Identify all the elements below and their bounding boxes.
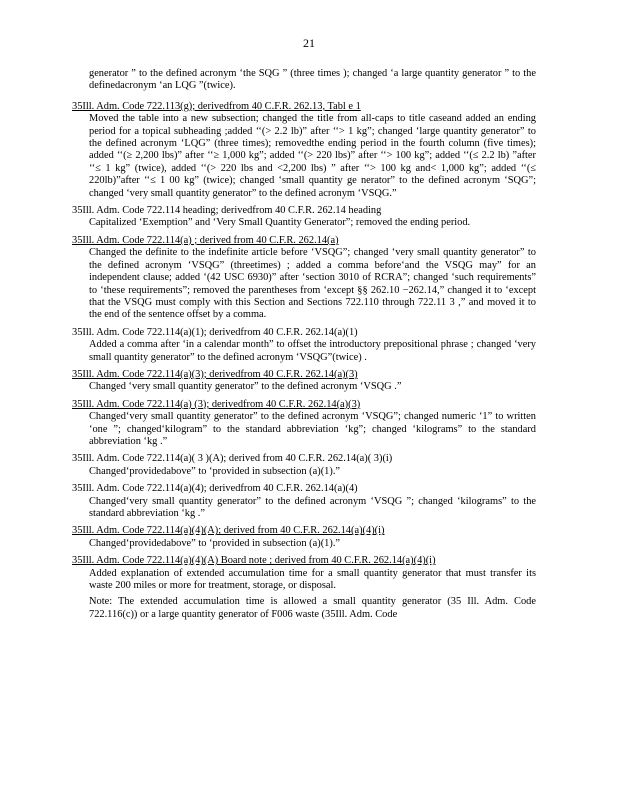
code-entry-8 <box>72 483 536 520</box>
entry-heading: 35Ill. Adm. Code 722.114(a)(1); derivedfrom 40 C.F.R. 262.14(a)(1) <box>72 326 358 338</box>
page-number: 21 <box>303 36 315 50</box>
entry-heading: 35Ill. Adm. Code 722.113(g); derivedfrom 40 C.F.R. 262.13, Tabl e 1 <box>72 100 361 112</box>
code-entry-2 <box>72 205 536 230</box>
entry-body: Changed ‘very small quantity generator” to the defined acronym ‘VSQG .” <box>89 381 402 393</box>
entry-heading: 35Ill. Adm. Code 722.114(a)(4)(A); derived from 40 C.F.R. 262.14(a)(4)(i) <box>72 525 385 537</box>
entry-heading: 35Ill. Adm. Code 722.114(a) ; derived from 40 C.F.R. 262.14(a) <box>72 234 339 246</box>
entry-heading: 35Ill. Adm. Code 722.114(a)( 3 )(A); derived from 40 C.F.R. 262.14(a)( 3)(i) <box>72 453 393 465</box>
code-entry-9 <box>72 525 536 550</box>
board-note: Note: The extended accumulation time is allowed a small quantity generator (35 Ill. Adm. Code 722.116(c)) or a large quantity generator of F006 waste (35Ill. Adm. Code <box>89 596 536 620</box>
continuation-text: generator ” to the defined acronym ‘the SQG ” (three times ); changed ‘a large quantity generator ” to the definedacronym ‘an LQG ”(twice). <box>89 68 536 92</box>
entry-heading: 35Ill. Adm. Code 722.114(a) (3); derivedfrom 40 C.F.R. 262.14(a)(3) <box>72 398 361 410</box>
entry-body: Added explanation of extended accumulation time for a small quantity generator that must transfer its waste 200 miles or more for treatment, storage, or disposal. <box>89 567 536 592</box>
entry-heading: 35Ill. Adm. Code 722.114(a)(3); derivedfrom 40 C.F.R. 262.14(a)(3) <box>72 368 358 380</box>
continuation-entry <box>72 68 536 93</box>
entry-heading: 35Ill. Adm. Code 722.114(a)(4); derivedfrom 40 C.F.R. 262.14(a)(4) <box>72 483 358 495</box>
entry-body: Capitalized ‘Exemption” and ‘Very Small Quantity Generator”; removed the ending period. <box>89 217 471 229</box>
code-entry-7 <box>72 453 536 478</box>
entry-body: Changed‘very small quantity generator” to the defined acronym ‘VSQG”; changed numeric ‘1” to written ‘one ”; changed‘kilogram” to the standard abbreviation ‘kg”; changed ‘kilograms” to the standard abbreviation ‘kg .” <box>89 411 536 447</box>
code-entry-6 <box>72 399 536 449</box>
document-body <box>72 68 536 626</box>
entry-body: Changed‘very small quantity generator” to the defined acronym ‘VSQG ”; changed ‘kilograms” to the standard abbreviation ‘kg .” <box>89 495 536 519</box>
entry-heading: 35Ill. Adm. Code 722.114(a)(4)(A) Board note ; derived from 40 C.F.R. 262.14(a)(4)(i) <box>72 555 436 567</box>
code-entry-5 <box>72 369 536 394</box>
entry-body: Moved the table into a new subsection; changed the title from all-caps to title caseand added an ending period for a topical subheading ;added ‘‘(> 2.2 lb)” after ‘‘> 1 kg”; changed ‘large quantity generator” to the defined acronym ‘LQG” (three times); removedthe ending period in the fourth column (five times); added ‘‘(≥ 2,200 lbs)” after ‘‘≥ 1,000 kg”; added ‘‘(> 220 lbs)” after ‘‘> 100 kg”; added ‘‘(≤ 2.2 lb) ”after ‘‘≤ 1 kg” (twice), added ‘‘(> 220 lbs and <2,200 lbs) ” after ‘‘> 100 kg and< 1,000 kg”; added ‘‘(≤ 220lb)”after ‘‘≤ 1 00 kg” (twice); changed ‘small quantity ge nerator” to the defined acronym ‘SQG”; changed ‘very small quantity generator” to the defined acronym ‘VSQG.” <box>89 113 536 199</box>
entry-body: Added a comma after ‘in a calendar month” to offset the introductory prepositional phrase ; changed ‘very small quantity generator” to the defined acronym ‘VSQG”(twice) . <box>89 339 536 363</box>
entry-heading: 35Ill. Adm. Code 722.114 heading; derivedfrom 40 C.F.R. 262.14 heading <box>72 205 382 217</box>
code-entry-3 <box>72 235 536 322</box>
code-entry-1 <box>72 101 536 200</box>
entry-body: Changed the definite to the indefinite article before ‘VSQG”; changed ‘very small quantity generator” to the defined acronym ‘VSQG” (threetimes) ; added a comma before‘and the VSQG may” for an independent clause; added ‘(42 USC 6930)” after ‘section 3010 of RCRA”; changed ‘such requirements” to ‘these requirements”; removed the parentheses from ‘except §§ 262.10 −262.14,” changed it to ‘except that the VSQG must comply with this Section and Sections 722.110 through 722.11 3 ,” and moved it to the end of the sentence offset by a comma. <box>89 247 536 321</box>
entry-body: Changed‘providedabove” to ‘provided in subsection (a)(1).” <box>89 537 341 549</box>
entry-body: Changed‘providedabove” to ‘provided in subsection (a)(1).” <box>89 465 341 477</box>
code-entry-10 <box>72 555 536 621</box>
code-entry-4 <box>72 327 536 364</box>
